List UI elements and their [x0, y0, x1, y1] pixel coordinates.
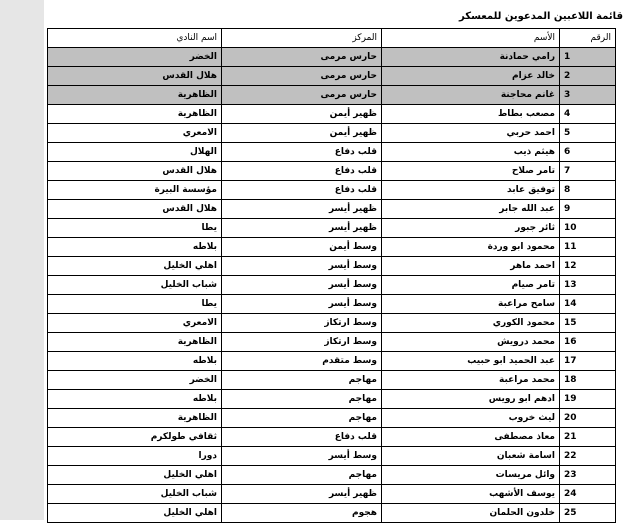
- player-club-cell: دورا: [48, 447, 222, 466]
- table-row: [48, 485, 616, 504]
- player-club-cell: اهلي الخليل: [48, 466, 222, 485]
- player-position-cell: وسط ارتكاز: [222, 333, 382, 352]
- player-name-cell: ليث خروب: [382, 409, 560, 428]
- player-position-cell: وسط أيسر: [222, 257, 382, 276]
- players-table: [47, 28, 616, 523]
- table-row: [48, 48, 616, 67]
- player-position-cell: مهاجم: [222, 409, 382, 428]
- table-row: [48, 466, 616, 485]
- player-position-cell: مهاجم: [222, 466, 382, 485]
- table-row: [48, 295, 616, 314]
- header-position: المركز: [222, 29, 382, 48]
- player-position-cell: مهاجم: [222, 390, 382, 409]
- table-row: [48, 409, 616, 428]
- player-number-cell: 3: [560, 86, 616, 105]
- player-name-cell: ادهم ابو رويس: [382, 390, 560, 409]
- player-club-cell: الامعري: [48, 124, 222, 143]
- player-position-cell: حارس مرمى: [222, 48, 382, 67]
- player-club-cell: الخضر: [48, 48, 222, 67]
- table-row: [48, 276, 616, 295]
- player-position-cell: ظهير أيمن: [222, 105, 382, 124]
- player-club-cell: الخضر: [48, 371, 222, 390]
- player-club-cell: بلاطه: [48, 352, 222, 371]
- player-number-cell: 22: [560, 447, 616, 466]
- player-number-cell: 11: [560, 238, 616, 257]
- player-position-cell: وسط أيمن: [222, 238, 382, 257]
- player-number-cell: 20: [560, 409, 616, 428]
- table-row: [48, 200, 616, 219]
- table-row: [48, 390, 616, 409]
- player-name-cell: رامي حمادنة: [382, 48, 560, 67]
- player-number-cell: 14: [560, 295, 616, 314]
- player-name-cell: محمد مراعبة: [382, 371, 560, 390]
- player-club-cell: شباب الخليل: [48, 276, 222, 295]
- player-name-cell: محمود الكوري: [382, 314, 560, 333]
- player-name-cell: وائل مريسات: [382, 466, 560, 485]
- table-row: [48, 333, 616, 352]
- player-position-cell: ظهير أيمن: [222, 124, 382, 143]
- player-number-cell: 18: [560, 371, 616, 390]
- table-row: [48, 67, 616, 86]
- player-number-cell: 9: [560, 200, 616, 219]
- header-name: الأسم: [382, 29, 560, 48]
- player-name-cell: معاذ مصطفى: [382, 428, 560, 447]
- table-row: [48, 162, 616, 181]
- player-position-cell: ظهير أيسر: [222, 200, 382, 219]
- player-name-cell: يوسف الأشهب: [382, 485, 560, 504]
- player-number-cell: 25: [560, 504, 616, 523]
- player-name-cell: خالد عزام: [382, 67, 560, 86]
- player-position-cell: وسط أيسر: [222, 276, 382, 295]
- table-row: [48, 143, 616, 162]
- player-position-cell: ظهير أيسر: [222, 219, 382, 238]
- player-club-cell: الظاهرية: [48, 333, 222, 352]
- table-row: [48, 219, 616, 238]
- player-club-cell: الظاهرية: [48, 86, 222, 105]
- table-row: [48, 428, 616, 447]
- player-club-cell: هلال القدس: [48, 162, 222, 181]
- player-name-cell: خلدون الحلمان: [382, 504, 560, 523]
- player-club-cell: ثقافي طولكرم: [48, 428, 222, 447]
- player-position-cell: حارس مرمى: [222, 67, 382, 86]
- player-club-cell: مؤسسة البيرة: [48, 181, 222, 200]
- player-number-cell: 7: [560, 162, 616, 181]
- player-name-cell: تامر صلاح: [382, 162, 560, 181]
- player-club-cell: بلاطه: [48, 238, 222, 257]
- table-row: [48, 124, 616, 143]
- player-name-cell: محمود ابو وردة: [382, 238, 560, 257]
- player-name-cell: عبد الله جابر: [382, 200, 560, 219]
- player-club-cell: يطا: [48, 219, 222, 238]
- player-name-cell: اسامة شعبان: [382, 447, 560, 466]
- player-position-cell: مهاجم: [222, 371, 382, 390]
- player-position-cell: قلب دفاع: [222, 162, 382, 181]
- player-number-cell: 21: [560, 428, 616, 447]
- player-number-cell: 16: [560, 333, 616, 352]
- player-number-cell: 24: [560, 485, 616, 504]
- table-row: [48, 181, 616, 200]
- player-position-cell: وسط أيسر: [222, 295, 382, 314]
- player-number-cell: 23: [560, 466, 616, 485]
- player-position-cell: وسط متقدم: [222, 352, 382, 371]
- player-club-cell: هلال القدس: [48, 67, 222, 86]
- table-row: [48, 371, 616, 390]
- player-position-cell: حارس مرمى: [222, 86, 382, 105]
- player-position-cell: قلب دفاع: [222, 428, 382, 447]
- player-club-cell: الظاهرية: [48, 105, 222, 124]
- player-position-cell: وسط ارتكاز: [222, 314, 382, 333]
- player-name-cell: احمد ماهر: [382, 257, 560, 276]
- player-club-cell: اهلي الخليل: [48, 257, 222, 276]
- player-number-cell: 6: [560, 143, 616, 162]
- table-row: [48, 257, 616, 276]
- table-row: [48, 105, 616, 124]
- player-number-cell: 4: [560, 105, 616, 124]
- player-club-cell: الامعري: [48, 314, 222, 333]
- player-number-cell: 15: [560, 314, 616, 333]
- player-number-cell: 2: [560, 67, 616, 86]
- player-name-cell: عبد الحميد ابو حبيب: [382, 352, 560, 371]
- table-header-row: [48, 29, 616, 48]
- player-club-cell: الظاهرية: [48, 409, 222, 428]
- player-number-cell: 17: [560, 352, 616, 371]
- player-name-cell: توفيق عابد: [382, 181, 560, 200]
- player-club-cell: هلال القدس: [48, 200, 222, 219]
- sheet-title: قائمة اللاعبين المدعوين للمعسكر: [459, 11, 623, 22]
- left-margin-strip: [0, 0, 44, 520]
- player-name-cell: تامر صيام: [382, 276, 560, 295]
- table-row: [48, 314, 616, 333]
- player-number-cell: 8: [560, 181, 616, 200]
- player-number-cell: 5: [560, 124, 616, 143]
- player-club-cell: بلاطه: [48, 390, 222, 409]
- table-row: [48, 86, 616, 105]
- table-row: [48, 238, 616, 257]
- header-club: اسم النادي: [48, 29, 222, 48]
- player-club-cell: شباب الخليل: [48, 485, 222, 504]
- player-position-cell: هجوم: [222, 504, 382, 523]
- table-row: [48, 352, 616, 371]
- player-position-cell: قلب دفاع: [222, 181, 382, 200]
- player-name-cell: غانم محاجنة: [382, 86, 560, 105]
- player-name-cell: هيثم ذيب: [382, 143, 560, 162]
- player-club-cell: الهلال: [48, 143, 222, 162]
- player-name-cell: احمد حربي: [382, 124, 560, 143]
- player-name-cell: محمد درويش: [382, 333, 560, 352]
- player-name-cell: ثائر جبور: [382, 219, 560, 238]
- player-number-cell: 19: [560, 390, 616, 409]
- header-number: الرقم: [560, 29, 616, 48]
- player-club-cell: يطا: [48, 295, 222, 314]
- player-name-cell: مصعب بطاط: [382, 105, 560, 124]
- player-number-cell: 1: [560, 48, 616, 67]
- player-name-cell: سامح مراعبة: [382, 295, 560, 314]
- player-number-cell: 10: [560, 219, 616, 238]
- player-position-cell: ظهير أيسر: [222, 485, 382, 504]
- table-row: [48, 447, 616, 466]
- player-number-cell: 13: [560, 276, 616, 295]
- player-number-cell: 12: [560, 257, 616, 276]
- player-position-cell: قلب دفاع: [222, 143, 382, 162]
- player-club-cell: اهلي الخليل: [48, 504, 222, 523]
- player-position-cell: وسط أيسر: [222, 447, 382, 466]
